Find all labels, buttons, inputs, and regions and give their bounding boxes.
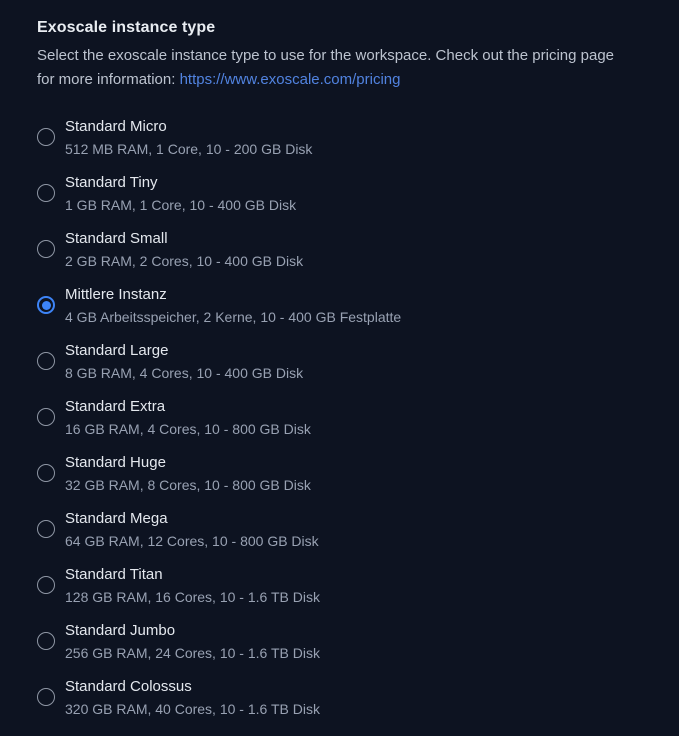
radio-option-standard-titan[interactable] <box>37 564 651 608</box>
radio-button-icon[interactable] <box>37 688 55 706</box>
radio-button-icon[interactable] <box>37 128 55 146</box>
radio-option-detail: 16 GB RAM, 4 Cores, 10 - 800 GB Disk <box>65 421 311 437</box>
radio-dot <box>42 581 51 590</box>
radio-button-icon[interactable] <box>37 632 55 650</box>
page-title: Exoscale instance type <box>37 19 216 36</box>
radio-button-icon[interactable] <box>37 352 55 370</box>
radio-dot <box>42 413 51 422</box>
radio-dot <box>42 525 51 534</box>
radio-button-icon[interactable] <box>37 464 55 482</box>
radio-option-standard-small[interactable] <box>37 228 651 272</box>
radio-option-texts <box>65 116 312 160</box>
radio-option-detail: 4 GB Arbeitsspeicher, 2 Kerne, 10 - 400 GB Festplatte <box>65 309 402 325</box>
radio-option-detail: 256 GB RAM, 24 Cores, 10 - 1.6 TB Disk <box>65 645 320 661</box>
radio-option-standard-mega[interactable] <box>37 508 651 552</box>
radio-dot <box>42 189 51 198</box>
radio-option-label: Standard Jumbo <box>65 622 176 639</box>
radio-option-mittlere-instanz[interactable] <box>37 284 651 328</box>
pricing-link[interactable]: https://www.exoscale.com/pricing <box>179 71 401 88</box>
radio-option-texts <box>65 620 320 664</box>
radio-option-texts <box>65 508 319 552</box>
radio-option-detail: 320 GB RAM, 40 Cores, 10 - 1.6 TB Disk <box>65 701 320 717</box>
radio-dot <box>42 357 51 366</box>
radio-option-texts <box>65 284 401 328</box>
radio-option-label: Standard Extra <box>65 398 166 415</box>
radio-option-standard-micro[interactable] <box>37 116 651 160</box>
radio-option-texts <box>65 396 311 440</box>
radio-option-texts <box>65 340 303 384</box>
radio-button-icon[interactable] <box>37 408 55 426</box>
radio-option-detail: 8 GB RAM, 4 Cores, 10 - 400 GB Disk <box>65 365 304 381</box>
radio-option-detail: 1 GB RAM, 1 Core, 10 - 400 GB Disk <box>65 197 297 213</box>
radio-option-standard-huge[interactable] <box>37 452 651 496</box>
description <box>37 44 622 92</box>
radio-option-detail: 2 GB RAM, 2 Cores, 10 - 400 GB Disk <box>65 253 304 269</box>
radio-button-icon[interactable] <box>37 296 55 314</box>
radio-option-label: Standard Colossus <box>65 678 192 695</box>
radio-button-icon[interactable] <box>37 576 55 594</box>
radio-option-label: Standard Large <box>65 342 169 359</box>
radio-option-label: Standard Small <box>65 230 168 247</box>
radio-option-texts <box>65 228 303 272</box>
radio-option-label: Standard Mega <box>65 510 168 527</box>
radio-button-icon[interactable] <box>37 184 55 202</box>
radio-option-label: Standard Huge <box>65 454 166 471</box>
instance-type-radio-group <box>37 116 651 720</box>
radio-option-texts <box>65 676 320 720</box>
radio-button-icon[interactable] <box>37 240 55 258</box>
radio-option-standard-large[interactable] <box>37 340 651 384</box>
radio-option-standard-jumbo[interactable] <box>37 620 651 664</box>
radio-option-detail: 512 MB RAM, 1 Core, 10 - 200 GB Disk <box>65 141 313 157</box>
radio-option-label: Standard Tiny <box>65 174 158 191</box>
radio-option-standard-extra[interactable] <box>37 396 651 440</box>
radio-option-texts <box>65 452 311 496</box>
radio-dot <box>42 133 51 142</box>
radio-option-standard-tiny[interactable] <box>37 172 651 216</box>
radio-option-label: Mittlere Instanz <box>65 286 167 303</box>
radio-dot <box>42 245 51 254</box>
description-text: Select the exoscale instance type to use for the workspace. Check out the pricing page for more information: <box>37 47 615 88</box>
radio-dot <box>42 693 51 702</box>
radio-option-detail: 32 GB RAM, 8 Cores, 10 - 800 GB Disk <box>65 477 311 493</box>
radio-option-texts <box>65 564 320 608</box>
radio-option-detail: 64 GB RAM, 12 Cores, 10 - 800 GB Disk <box>65 533 319 549</box>
radio-option-label: Standard Micro <box>65 118 167 135</box>
radio-option-label: Standard Titan <box>65 566 163 583</box>
radio-dot <box>42 469 51 478</box>
radio-button-icon[interactable] <box>37 520 55 538</box>
radio-dot <box>42 637 51 646</box>
radio-dot <box>42 301 51 310</box>
radio-option-standard-colossus[interactable] <box>37 676 651 720</box>
radio-option-texts <box>65 172 296 216</box>
radio-option-detail: 128 GB RAM, 16 Cores, 10 - 1.6 TB Disk <box>65 589 320 605</box>
